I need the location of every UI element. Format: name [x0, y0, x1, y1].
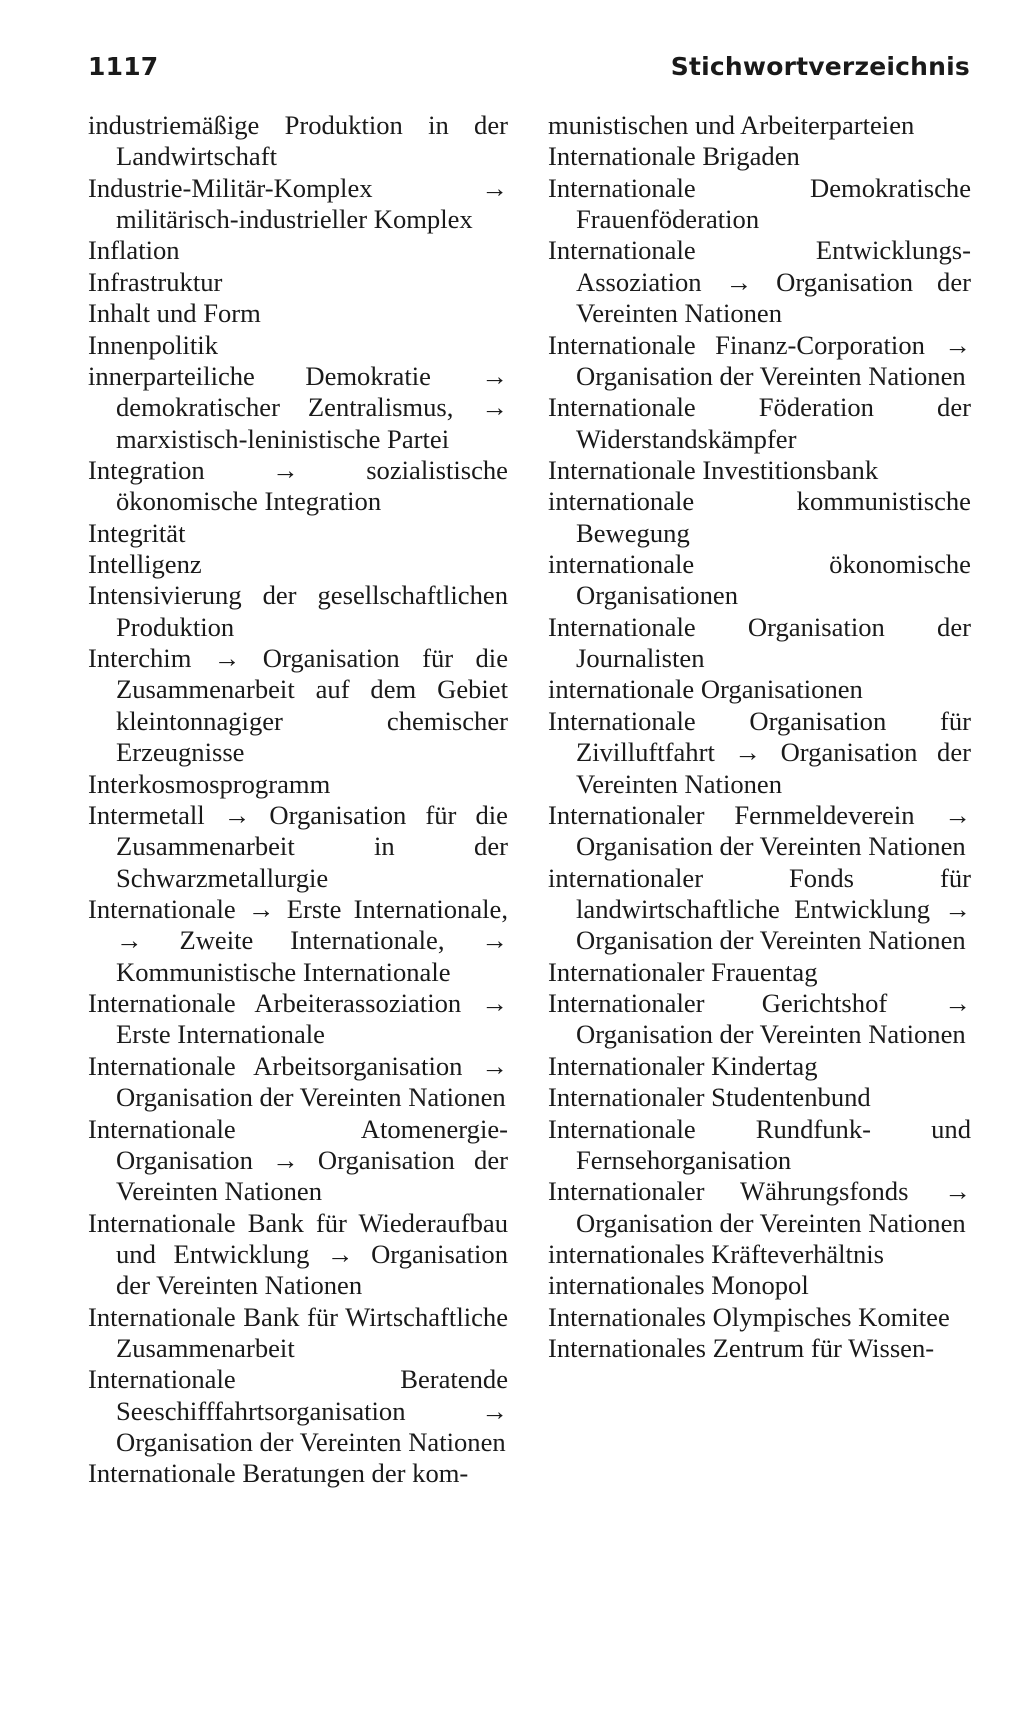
index-entry: Integration → sozialistische ökonomische Integration: [88, 454, 508, 517]
index-entry: munistischen und Arbeiterparteien: [548, 110, 915, 140]
index-entry: Internationale Finanz-Corporation → Organisation der Vereinten Nationen: [548, 329, 971, 391]
index-entry: Internationale Bank für Wiederaufbau und Entwicklung → Organisation der Vereinten Nationen: [88, 1207, 508, 1301]
index-entry: Internationale Organisation für Zivilluftfahrt → Organisation der Vereinten Nationen: [548, 705, 971, 799]
index-entry: Internationale Rundfunk- und Fernsehorganisation: [548, 1113, 971, 1175]
index-entry: industriemäßige Produktion in der Landwirtschaft: [88, 110, 508, 172]
index-entry: Internationale → Erste Internationale, → Zweite Internationale, → Kommunistische Internationale: [88, 893, 508, 987]
section-title: Stichwortverzeichnis: [670, 52, 970, 81]
index-entry: Intermetall → Organisation für die Zusammenarbeit in der Schwarzmetallurgie: [88, 799, 508, 893]
index-entry: Internationales Zentrum für Wissen-: [548, 1333, 935, 1364]
index-entry: Internationaler Kindertag: [548, 1050, 818, 1081]
index-entry: Integrität: [88, 517, 186, 548]
index-entry: Industrie-Militär-Komplex → militärisch-industrieller Komplex: [88, 172, 508, 235]
index-entry: Internationaler Gerichtshof → Organisation der Vereinten Nationen: [548, 988, 971, 1050]
index-entry: Internationales Olympisches Komitee: [548, 1301, 950, 1332]
index-entry: Internationale Arbeiterassoziation → Erste Internationale: [88, 988, 508, 1050]
left-index-column: [88, 110, 508, 1490]
index-entry: innerparteiliche Demokratie → demokratischer Zentralismus, → marxistisch-leninistische Partei: [88, 360, 508, 454]
page-header: [88, 52, 970, 88]
index-entry: Internationale Beratende Seeschifffahrtsorganisation → Organisation der Vereinten Nationen: [88, 1364, 508, 1458]
index-entry: Internationale Föderation der Widerstandskämpfer: [548, 392, 971, 454]
index-entry: Intensivierung der gesellschaftlichen Produktion: [88, 580, 508, 642]
index-entry: Inhalt und Form: [88, 298, 261, 329]
index-entry: internationaler Fonds für landwirtschaftliche Entwicklung → Organisation der Vereinten Nationen: [548, 862, 971, 956]
index-entry: internationales Monopol: [548, 1270, 809, 1301]
index-entry: Internationale Arbeitsorganisation → Organisation der Vereinten Nationen: [88, 1050, 508, 1113]
index-entry: Internationale Brigaden: [548, 141, 800, 172]
index-entry: internationale Organisationen: [548, 674, 863, 705]
index-entry: Internationale Investitionsbank: [548, 454, 879, 485]
index-entry: internationale kommunistische Bewegung: [548, 486, 971, 548]
index-entry: Internationale Atomenergie-Organisation → Organisation der Vereinten Nationen: [88, 1113, 508, 1207]
index-entry: internationales Kräfteverhältnis: [548, 1238, 884, 1269]
page-number: 1117: [88, 52, 159, 81]
index-entry: Internationale Bank für Wirtschaftliche Zusammenarbeit: [88, 1301, 508, 1364]
index-entry: internationale ökonomische Organisationen: [548, 549, 971, 611]
index-entry: Infrastruktur: [88, 266, 223, 297]
index-entry: Internationaler Frauentag: [548, 956, 818, 987]
index-entry: Internationale Demokratische Frauenföderation: [548, 172, 971, 235]
index-entry: Interchim → Organisation für die Zusammenarbeit auf dem Gebiet kleintonnagiger chemischer Erzeugnisse: [88, 643, 508, 768]
right-index-column: [548, 110, 971, 1364]
index-entry: Internationale Organisation der Journalisten: [548, 611, 971, 674]
index-entry: Internationaler Fernmeldeverein → Organisation der Vereinten Nationen: [548, 799, 971, 862]
index-entry: Internationale Entwicklungs-Assoziation → Organisation der Vereinten Nationen: [548, 235, 971, 329]
index-entry: Interkosmosprogramm: [88, 768, 331, 799]
index-entry: Innenpolitik: [88, 329, 218, 360]
index-entry: Internationale Beratungen der kom-: [88, 1458, 469, 1489]
index-entry: Internationaler Währungsfonds → Organisation der Vereinten Nationen: [548, 1176, 971, 1238]
index-entry: Intelligenz: [88, 549, 202, 580]
index-entry: Inflation: [88, 235, 180, 266]
index-entry: Internationaler Studentenbund: [548, 1082, 871, 1113]
